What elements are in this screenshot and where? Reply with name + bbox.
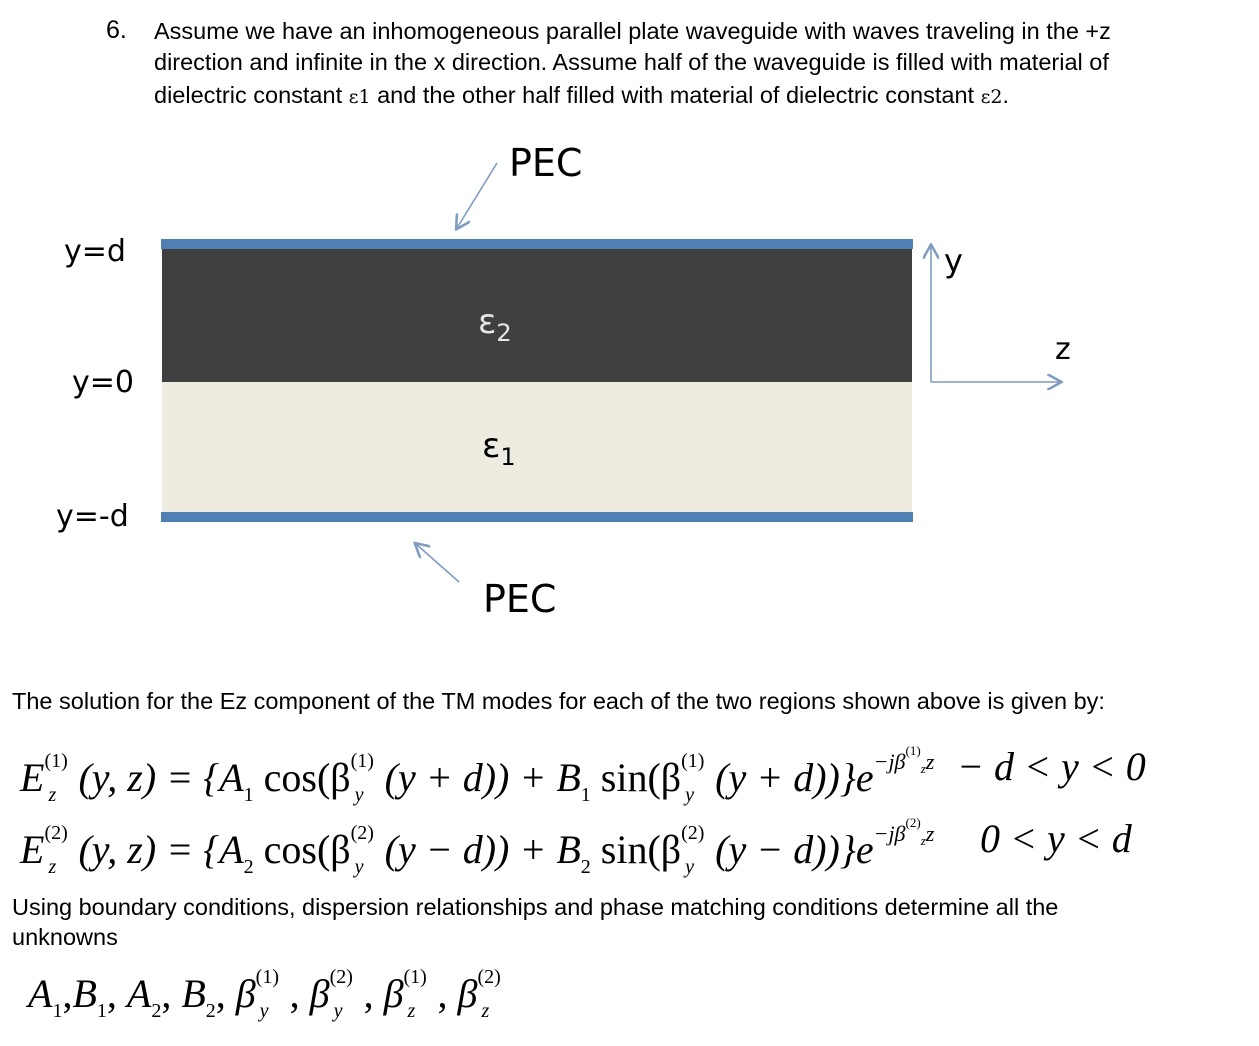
problem-number: 6.	[106, 16, 127, 44]
eq2-beta-sup: (2)	[350, 822, 374, 844]
unknown-B1-sub: 1	[96, 1000, 107, 1022]
axis-y-label: y	[944, 242, 963, 280]
unknown-beta-y2: β	[309, 971, 330, 1016]
unknown-B1: B	[72, 971, 97, 1016]
epsilon-2-inline: ε2	[980, 86, 1003, 108]
eq2-exponent	[873, 815, 935, 848]
eq2-A-sub: 2	[243, 856, 254, 878]
eq2-exp-sub: z	[920, 833, 926, 848]
pec-top-plate	[161, 239, 913, 249]
pec-top-label: PEC	[509, 141, 583, 185]
region-bottom-symbol: ε	[482, 426, 501, 466]
eq2-beta2-sup: (2)	[681, 822, 705, 844]
unknown-B2-sub: 2	[205, 1000, 216, 1022]
unknown-B2: B	[181, 971, 206, 1016]
unknown-beta-y2-sup: (2)	[329, 966, 353, 988]
eq1-B: B	[556, 755, 581, 800]
eq2-B: B	[556, 827, 581, 872]
problem-line-3-prefix: dielectric constant	[154, 82, 349, 108]
eq2-A: A	[219, 827, 244, 872]
eq1-sin: sin(β	[590, 755, 682, 800]
region-epsilon-2	[162, 247, 912, 382]
eq2-range: 0 < y < d	[980, 816, 1132, 861]
eq2-exp-z: z	[925, 821, 935, 846]
eq2-E: E	[20, 827, 45, 872]
unknowns-list: $A_1,B_1$, $A_2$, $B_2$, β (1) y , β (2) y , β (1) z , β (2) z	[28, 966, 501, 1022]
eq2-B-sub: 2	[580, 856, 591, 878]
region-top-index: 2	[496, 319, 512, 347]
eq2-beta2-sub: y	[685, 856, 695, 878]
unknown-beta-z2-sup: (2)	[477, 966, 501, 988]
eq1-A: A	[219, 755, 244, 800]
eq1-exponent	[873, 743, 935, 776]
unknown-beta-z2: β	[457, 971, 478, 1016]
eq2-arg2: (y − d))}e	[715, 827, 874, 872]
unknown-beta-z1-sup: (1)	[403, 966, 427, 988]
problem-line-3-suffix: .	[1002, 82, 1010, 108]
eq2-exp-base: −jβ	[873, 821, 906, 846]
eq1-beta2-sup: (1)	[681, 750, 705, 772]
eq2-E-sup: (2)	[44, 822, 68, 844]
eq1-exp-z: z	[925, 749, 935, 774]
boundary-text-line-2: unknowns	[12, 924, 118, 950]
unknown-beta-z2-sub: z	[481, 1000, 490, 1022]
pec-bottom-plate	[161, 512, 913, 522]
eq1-E-sub: z	[48, 784, 57, 806]
unknown-A1-sub: 1	[52, 1000, 63, 1022]
waveguide-diagram	[0, 130, 1259, 630]
eq1-cos: cos(β	[253, 755, 351, 800]
eq1-exp-sup: (1)	[905, 743, 921, 758]
unknown-beta-z1-sub: z	[407, 1000, 416, 1022]
pec-bottom-arrow	[416, 544, 459, 582]
problem-line-3	[154, 82, 1009, 109]
problem-line-3-middle: and the other half filled with material of dielectric constant	[370, 82, 981, 108]
region-epsilon-1	[162, 382, 912, 512]
eq1-arg2: (y + d))}e	[715, 755, 874, 800]
unknown-beta-y1-sub: y	[259, 1000, 269, 1022]
problem-line-2: direction and infinite in the x direction. Assume half of the waveguide is filled with material of	[154, 49, 1109, 75]
unknown-beta-y2-sub: y	[333, 1000, 343, 1022]
eq1-exp-sub: z	[920, 761, 926, 776]
eq2-args: (y, z) = {	[78, 827, 220, 872]
axis-z-label: z	[1055, 332, 1071, 367]
eq2-exp-sup: (2)	[905, 815, 921, 830]
eq1-E: E	[20, 755, 45, 800]
eq1-range: − d < y < 0	[957, 744, 1146, 789]
region-top-symbol: ε	[478, 302, 497, 342]
unknown-beta-z1: β	[383, 971, 404, 1016]
unknown-A1: A	[28, 971, 53, 1016]
unknown-beta-y1: β	[235, 971, 256, 1016]
boundary-text-line-1: Using boundary conditions, dispersion relationships and phase matching conditions determine all the	[12, 894, 1059, 920]
eq1-args: (y, z) = {	[78, 755, 220, 800]
pec-top-arrow	[457, 163, 497, 228]
eq2-E-sub: z	[48, 856, 57, 878]
eq2-arg1: (y − d)) +	[384, 827, 557, 872]
problem-line-1: Assume we have an inhomogeneous parallel plate waveguide with waves traveling in the +z	[154, 18, 1111, 44]
epsilon-1-inline: ε1	[348, 86, 371, 108]
eq2-beta-sub: y	[354, 856, 364, 878]
eq1-exp-base: −jβ	[873, 749, 906, 774]
label-y-d: y=d	[64, 234, 126, 269]
unknown-beta-y1-sup: (1)	[255, 966, 279, 988]
eq1-beta-sup: (1)	[350, 750, 374, 772]
unknown-A2-sub: 2	[151, 1000, 162, 1022]
eq1-A-sub: 1	[243, 784, 254, 806]
equation-2	[20, 815, 934, 879]
unknown-A2: A	[126, 971, 152, 1016]
eq2-sin: sin(β	[590, 827, 682, 872]
eq2-cos: cos(β	[253, 827, 351, 872]
label-y-0: y=0	[72, 365, 134, 400]
pec-bottom-label: PEC	[483, 577, 557, 621]
eq1-arg1: (y + d)) +	[384, 755, 557, 800]
eq1-E-sup: (1)	[44, 750, 68, 772]
eq1-B-sub: 1	[580, 784, 591, 806]
solution-intro: The solution for the Ez component of the TM modes for each of the two regions shown above is given by:	[12, 688, 1105, 714]
equation-1	[20, 743, 934, 807]
eq1-beta2-sub: y	[685, 784, 695, 806]
label-y-neg-d: y=-d	[56, 499, 129, 534]
region-bottom-index: 1	[500, 443, 516, 471]
eq1-beta-sub: y	[354, 784, 364, 806]
